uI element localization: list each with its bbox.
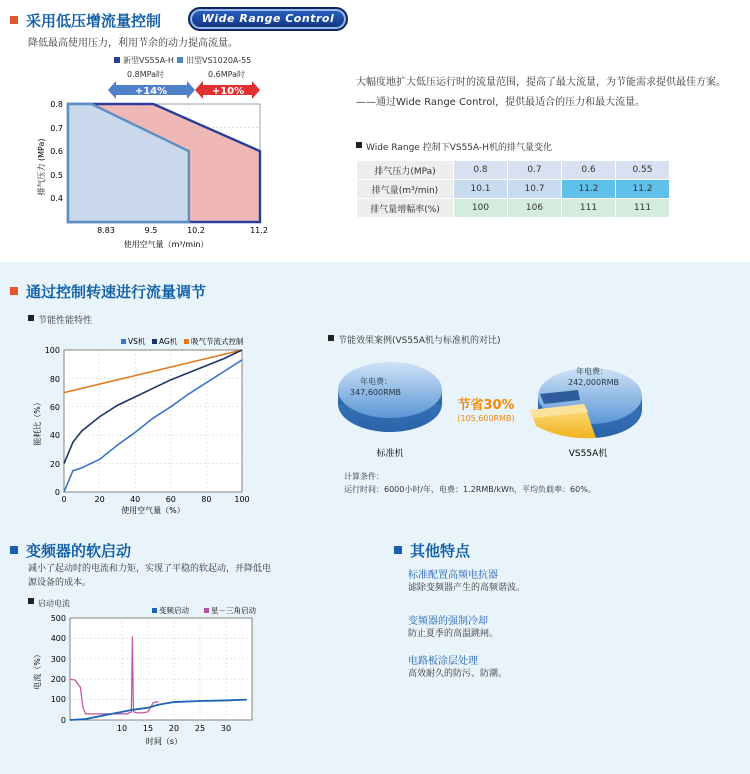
energy-y-ticks: [45, 346, 60, 497]
ytick: 0: [60, 716, 66, 725]
ytick: 200: [50, 675, 66, 684]
section-title-text: 其他特点: [410, 542, 471, 560]
soft-start-text-2: 源设备的成本。: [28, 578, 92, 588]
table-cell: 106: [508, 199, 561, 217]
badge-text: Wide Range Control: [201, 12, 335, 25]
ytick-05: 0.5: [50, 171, 63, 180]
table-cell: 10.1: [454, 180, 507, 198]
pie-section-title-text: 节能效果案例(VS55A机与标准机的对比): [338, 336, 501, 346]
ytick: 40: [49, 431, 60, 440]
xtick-883: 8.83: [97, 226, 115, 235]
legend-ag-label: AG机: [159, 337, 178, 346]
energy-chart-title: [28, 313, 92, 326]
vs55a-cost-value: 242,000RMB: [568, 378, 620, 387]
savings-pies: [330, 352, 660, 462]
pie-title-square-icon: [328, 335, 334, 341]
feature-heading: 电路板涂层处理: [408, 656, 478, 667]
ytick: 80: [49, 375, 60, 384]
annot-08-label: 0.8MPa时: [127, 70, 164, 79]
calc-title: 计算条件：: [344, 472, 384, 481]
table-title: [356, 140, 552, 153]
ytick-07: 0.7: [50, 124, 63, 133]
ytick-08: 0.8: [50, 100, 63, 109]
standard-machine-label: 标准机: [376, 449, 404, 459]
ytick: 300: [50, 655, 66, 664]
legend-throttle-label: 吸气节流式控制: [191, 337, 244, 346]
ytick: 20: [49, 460, 60, 469]
feature-desc: 高效耐久的防污、防潮。: [408, 669, 508, 679]
legend-ag-swatch: [152, 339, 157, 344]
wide-range-chart: [30, 52, 280, 252]
feature-heading: 标准配置高频电抗器: [408, 570, 498, 581]
title-square-icon: [10, 16, 18, 24]
x-axis-label: 使用空气量（m³/min）: [123, 240, 209, 249]
energy-y-label: 能耗比（%）: [33, 398, 42, 446]
ytick: 400: [50, 634, 66, 643]
legend-old-swatch: [177, 57, 183, 63]
ytick: 60: [49, 403, 60, 412]
ytick: 100: [50, 695, 66, 704]
xtick: 30: [220, 724, 232, 733]
standard-cost-value: 347,600RMB: [350, 388, 402, 397]
section-title-other-features: [394, 540, 470, 561]
ytick-06: 0.6: [50, 147, 63, 156]
legend-vs-swatch: [121, 339, 126, 344]
feature-heading: 变频器的强制冷却: [408, 616, 488, 627]
xtick-112: 11.2: [250, 226, 268, 235]
ytick: 500: [50, 614, 66, 623]
xtick: 40: [130, 495, 141, 504]
ytick-04: 0.4: [50, 194, 63, 203]
arrow-10-percent: [195, 81, 260, 99]
current-y-ticks: [51, 614, 66, 725]
section-title-wide-range: [10, 10, 161, 31]
table-row: [357, 161, 669, 179]
title-square-icon: [10, 546, 18, 554]
pie-section-title: [328, 333, 501, 346]
current-x-ticks: [117, 724, 231, 733]
section1-desc-1: 大幅度地扩大低压运行时的流量范围，提高了最大流量，为节能需求提供最佳方案。: [356, 77, 726, 88]
current-chart-title-text: 启动电流: [38, 599, 70, 608]
legend-inverter-label: 变频启动: [159, 606, 189, 615]
arrow-10-value: +10%: [211, 86, 245, 97]
start-current-chart: [28, 604, 268, 754]
table-title-square-icon: [356, 142, 362, 148]
spec-table: [356, 160, 670, 218]
chart-title-square-icon: [28, 315, 34, 321]
current-x-label: 时间（s）: [145, 737, 183, 746]
legend-new-label: 新型VS55A-H: [123, 56, 174, 65]
table-row: [357, 180, 669, 198]
section-title-speed-control: [10, 281, 206, 302]
xtick: 25: [194, 724, 206, 733]
section1-subtitle: 降低最高使用压力，利用节余的动力提高流量。: [28, 38, 238, 49]
y-axis-label: 排气压力 (MPa): [37, 138, 46, 196]
vs55a-cost-label: 年电费：: [576, 367, 608, 376]
feature-desc: 防止夏季的高温跳闸。: [408, 629, 499, 639]
legend-new-swatch: [114, 57, 120, 63]
table-row: [357, 199, 669, 217]
section1-desc-2: ——通过Wide Range Control，提供最适合的压力和最大流量。: [356, 97, 646, 108]
legend-vs-label: VS机: [128, 337, 146, 346]
title-square-icon: [394, 546, 402, 554]
table-cell: 0.8: [454, 161, 507, 179]
table-header-cell: 排气量增幅率(%): [357, 199, 453, 217]
legend-stardelta-label: 星－三角启动: [211, 606, 256, 615]
saving-amount: (105,600RMB): [457, 414, 515, 423]
ytick: 0: [54, 488, 60, 497]
title-square-icon: [10, 287, 18, 295]
energy-x-label: 使用空气量（%）: [121, 506, 185, 515]
legend-throttle-swatch: [184, 339, 189, 344]
table-cell: 0.55: [616, 161, 669, 179]
section-title-soft-start: [10, 540, 131, 561]
table-cell: 11.2: [616, 180, 669, 198]
legend-old-label: 旧型VS1020A-55: [186, 56, 252, 65]
table-cell: 100: [454, 199, 507, 217]
xtick: 15: [142, 724, 154, 733]
energy-chart-title-text: 节能性能特性: [38, 316, 93, 326]
table-cell: 0.6: [562, 161, 615, 179]
feature-desc: 滤除变频器产生的高频谐波。: [408, 583, 526, 593]
xtick: 20: [168, 724, 180, 733]
xtick: 10: [116, 724, 128, 733]
section-title-text: 变频器的软启动: [26, 542, 132, 560]
table-cell: 0.7: [508, 161, 561, 179]
section-title-text: 采用低压增流量控制: [26, 12, 162, 30]
xtick: 80: [201, 495, 212, 504]
arrow-14-value: +14%: [134, 86, 168, 97]
table-cell: 11.2: [562, 180, 615, 198]
energy-chart: [28, 332, 268, 517]
calc-text: 运行时间：6000小时/年，电费：1.2RMB/kWh，平均负载率：60%。: [344, 485, 596, 494]
table-title-text: Wide Range 控制下VS55A-H机的排气量变化: [366, 143, 552, 153]
xtick: 100: [234, 495, 250, 504]
table-cell: 10.7: [508, 180, 561, 198]
standard-cost-label: 年电费：: [360, 377, 392, 386]
vs55a-machine-label: VS55A机: [568, 449, 608, 459]
wide-range-badge: [188, 7, 348, 31]
table-header-cell: 排气量(m³/min): [357, 180, 453, 198]
energy-x-ticks: [61, 495, 249, 504]
current-y-label: 电流（%）: [33, 650, 42, 690]
soft-start-text-1: 减小了起动时的电流和力矩，实现了平稳的软起动，并降低电: [28, 564, 272, 574]
xtick-95: 9.5: [144, 226, 158, 235]
xtick: 20: [94, 495, 105, 504]
xtick: 0: [61, 495, 67, 504]
saving-percent: 节省30%: [457, 398, 515, 413]
section-title-text: 通过控制转速进行流量调节: [26, 283, 207, 301]
ytick: 100: [44, 346, 60, 355]
table-header-cell: 排气压力(MPa): [357, 161, 453, 179]
standard-machine-pie: [338, 362, 442, 432]
table-cell: 111: [616, 199, 669, 217]
xtick: 60: [165, 495, 176, 504]
annot-06-label: 0.6MPa时: [208, 70, 245, 79]
arrow-14-percent: [108, 81, 195, 99]
xtick-102: 10.2: [187, 226, 205, 235]
legend-stardelta-swatch: [204, 608, 209, 613]
legend-inverter-swatch: [152, 608, 157, 613]
table-cell: 111: [562, 199, 615, 217]
